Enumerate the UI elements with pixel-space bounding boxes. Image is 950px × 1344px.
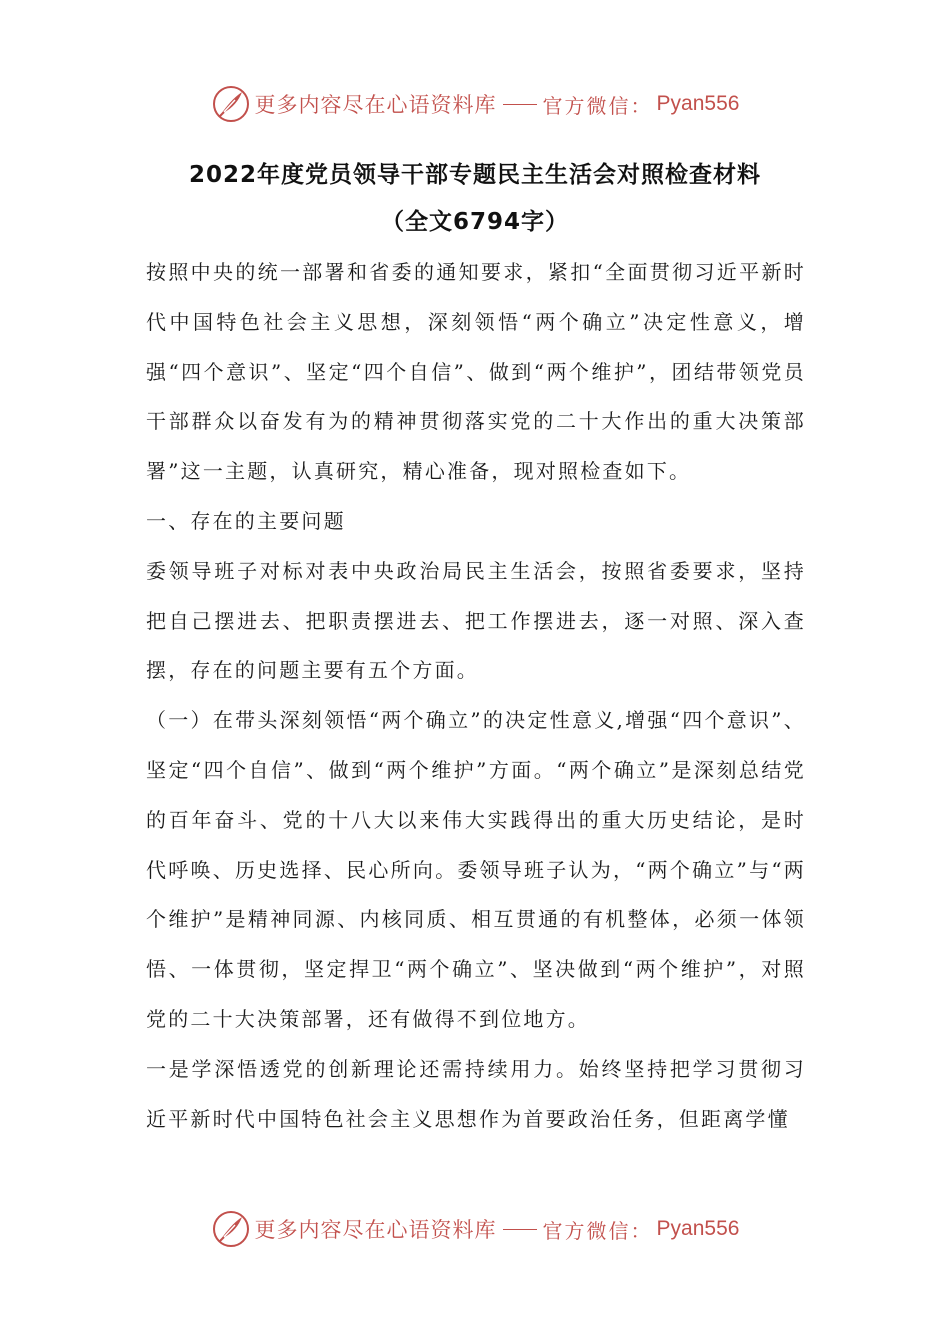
watermark-banner-bottom (0, 1207, 950, 1251)
watermark-text: 更多内容尽在心语资料库 (254, 93, 497, 117)
paragraph: 委领导班子对标对表中央政治局民主生活会，按照省委要求，坚持把自己摆进去、把职责摆进去、把工作摆进去，逐一对照、深入查摆，存在的问题主要有五个方面。 (146, 558, 806, 683)
section-heading: 一、存在的主要问题 (146, 508, 346, 533)
feather-pen-logo-icon (211, 1209, 251, 1249)
watermark-label: 官方微信： (542, 93, 653, 118)
watermark-text: 更多内容尽在心语资料库 (254, 1218, 497, 1242)
document-subtitle: （全文6794字） (380, 209, 569, 235)
watermark-dash (503, 104, 537, 105)
paragraph: （一）在带头深刻领悟“两个确立”的决定性意义,增强“四个意识”、坚定“四个自信”、做到“两个维护”方面。“两个确立”是深刻总结党的百年奋斗、党的十八大以来伟大实践得出的重大历史结论，是时代呼唤、历史选择、民心所向。委领导班子认为，“两个确立”与“两个维护”是精神同源、内核同质、相互贯通的有机整体，必须一体领悟、一体贯彻，坚定捍卫“两个确立”、坚决做到“两个维护”，对照党的二十大决策部署，还有做得不到位地方。 (146, 708, 806, 1031)
watermark-id: Pyan556 (656, 92, 740, 115)
document-body (146, 248, 806, 1144)
paragraph-intro: 按照中央的统一部署和省委的通知要求，紧扣“全面贯彻习近平新时代中国特色社会主义思想，深刻领悟“两个确立”决定性意义，增强“四个意识”、坚定“四个自信”、做到“两个维护”，团结带领党员干部群众以奋发有为的精神贯彻落实党的二十大作出的重大决策部署”这一主题，认真研究，精心准备，现对照检查如下。 (146, 260, 806, 484)
watermark-banner-top (0, 82, 950, 126)
document-title: 2022年度党员领导干部专题民主生活会对照检查材料 (188, 162, 761, 188)
watermark-label: 官方微信： (542, 1218, 653, 1243)
paragraph: 一是学深悟透党的创新理论还需持续用力。始终坚持把学习贯彻习近平新时代中国特色社会主义思想作为首要政治任务，但距离学懂 (146, 1056, 806, 1131)
watermark-id: Pyan556 (656, 1217, 740, 1240)
feather-pen-logo-icon (211, 84, 251, 124)
watermark-dash (503, 1229, 537, 1230)
